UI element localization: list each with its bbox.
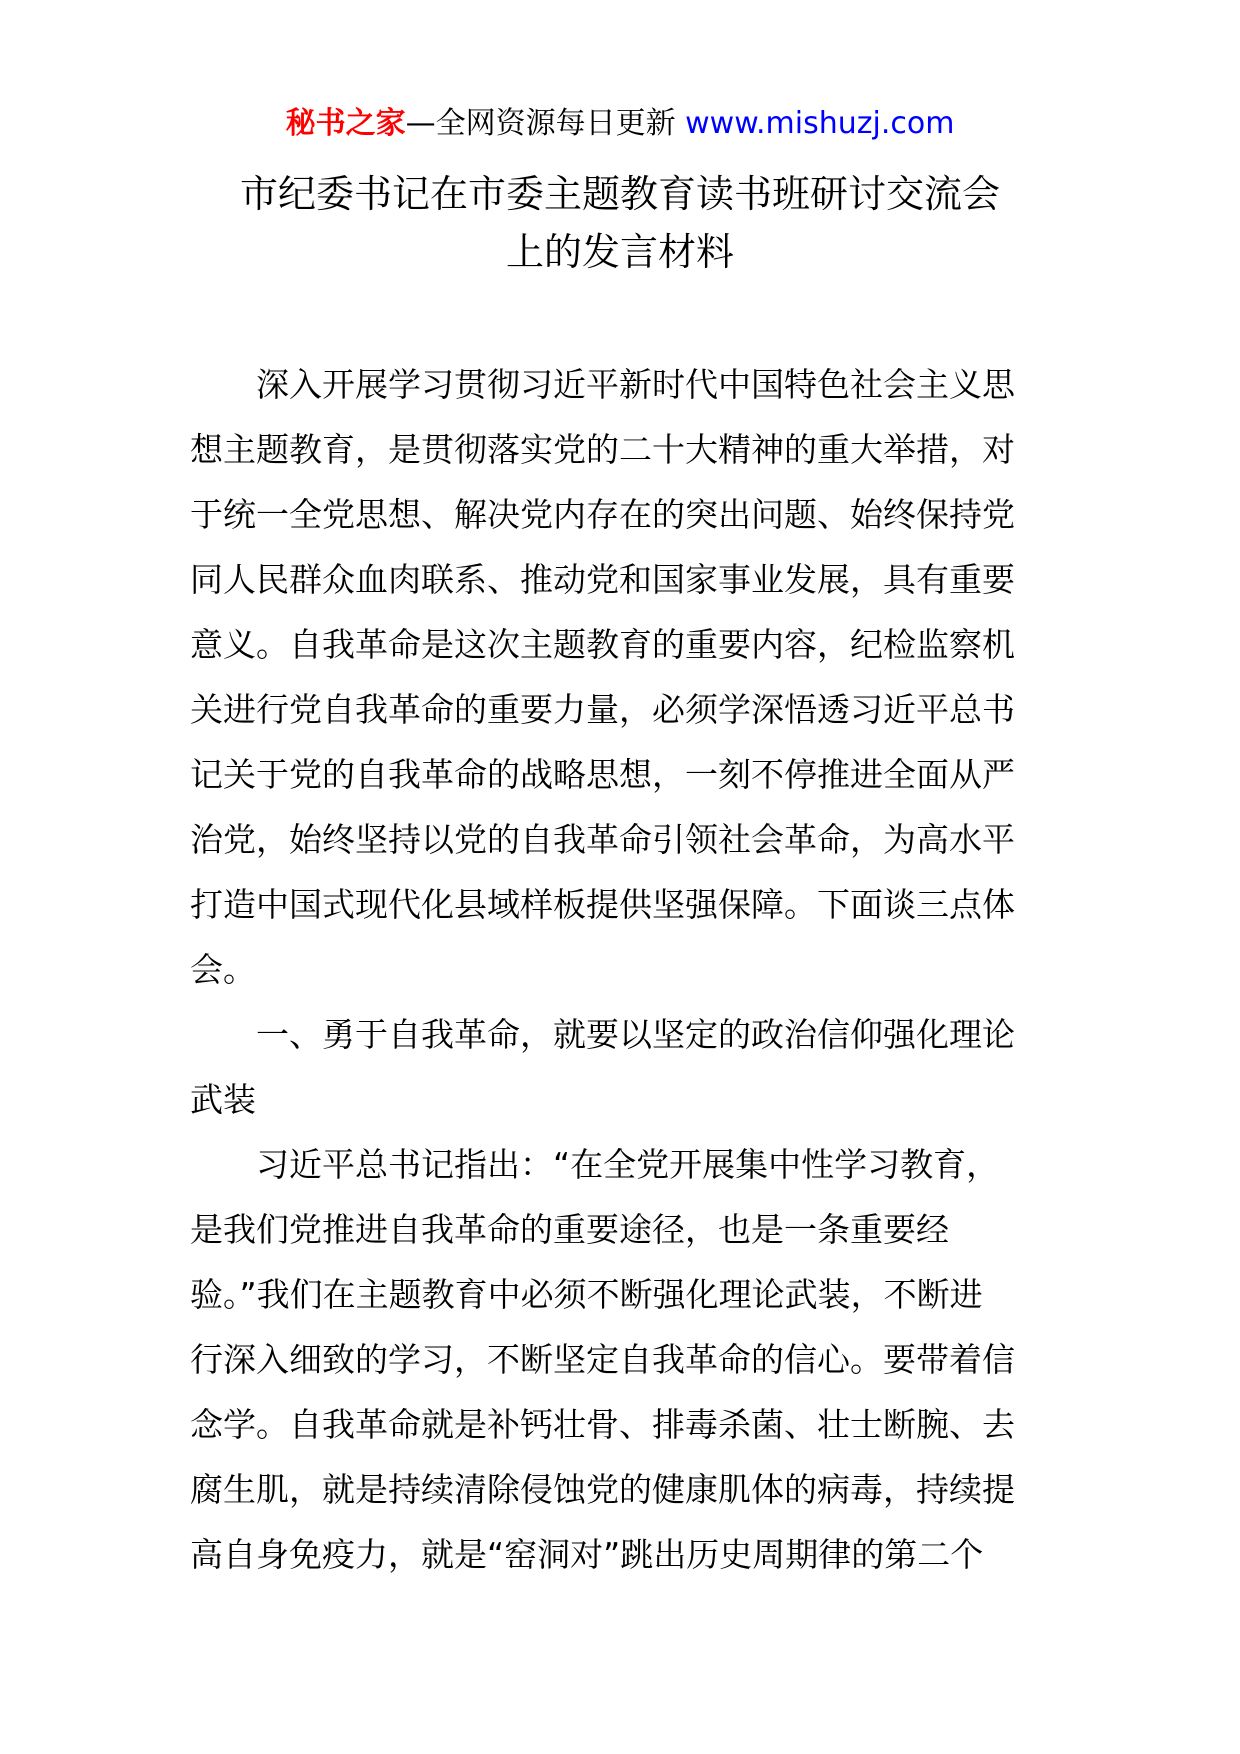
body-line: 行深入细致的学习，不断坚定自我革命的信心。要带着信 [190,1340,1015,1379]
body-line: 意义。自我革命是这次主题教育的重要内容，纪检监察机 [190,625,1015,664]
header-slogan: —全网资源每日更新 [405,106,686,141]
title-line-2: 上的发言材料 [505,230,734,274]
header-banner [0,104,1240,144]
title-line-1: 市纪委书记在市委主题教育读书班研讨交流会 [239,172,1000,216]
body-line: 验。”我们在主题教育中必须不断强化理论武装，不断进 [190,1275,983,1314]
body-line: 深入开展学习贯彻习近平新时代中国特色社会主义思 [190,365,1015,404]
body-line: 同人民群众血肉联系、推动党和国家事业发展，具有重要 [190,560,1015,599]
document-title [140,165,1100,281]
body-line: 高自身免疫力，就是“窑洞对”跳出历史周期律的第二个 [190,1535,984,1574]
body-line: 打造中国式现代化县域样板提供坚强保障。下面谈三点体 [190,885,1015,924]
body-line: 关进行党自我革命的重要力量，必须学深悟透习近平总书 [190,690,1015,729]
body-line: 想主题教育，是贯彻落实党的二十大精神的重大举措，对 [190,430,1015,469]
site-url[interactable]: www.mishuzj.com [685,106,955,141]
body-line: 习近平总书记指出：“在全党开展集中性学习教育， [190,1145,1000,1184]
document-body [190,352,1060,1587]
body-line: 是我们党推进自我革命的重要途径，也是一条重要经 [190,1210,949,1249]
body-line: 治党，始终坚持以党的自我革命引领社会革命，为高水平 [190,820,1015,859]
section-heading-line: 武装 [190,1080,256,1119]
body-line: 记关于党的自我革命的战略思想，一刻不停推进全面从严 [190,755,1015,794]
brand-name: 秘书之家 [285,106,406,141]
body-line: 腐生肌，就是持续清除侵蚀党的健康肌体的病毒，持续提 [190,1470,1015,1509]
body-line: 会。 [190,950,256,989]
section-heading-line: 一、勇于自我革命，就要以坚定的政治信仰强化理论 [190,1015,1015,1054]
body-line: 念学。自我革命就是补钙壮骨、排毒杀菌、壮士断腕、去 [190,1405,1015,1444]
body-line: 于统一全党思想、解决党内存在的突出问题、始终保持党 [190,495,1015,534]
